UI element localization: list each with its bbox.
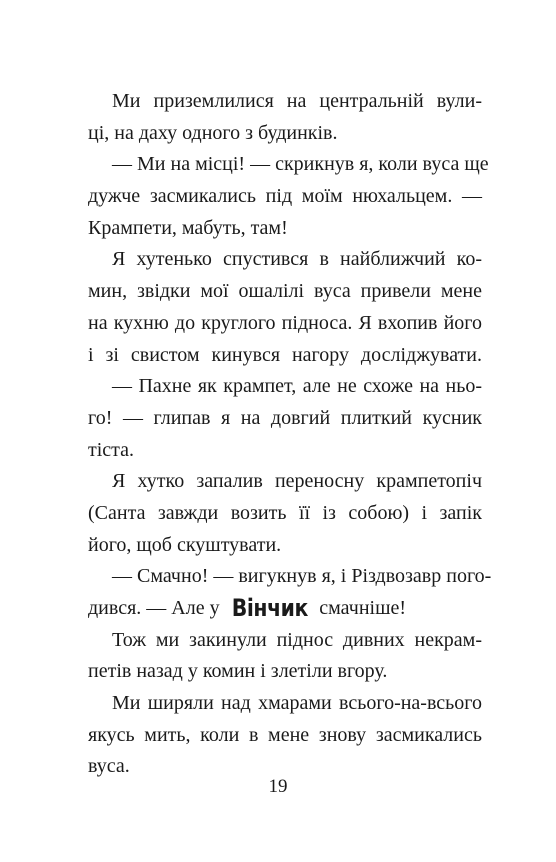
text-line: — Пахне як крампет, але не схоже на ньо-: [112, 375, 482, 398]
text-line: петів назад у комин і злетіли вгору.: [88, 660, 388, 683]
text-line: тіста.: [88, 438, 135, 461]
brand-word-vinchyk: Вінчик: [231, 594, 308, 622]
text-line: на кухню до круглого підноса. Я вхопив його: [88, 311, 482, 334]
text-line: мин, звідки мої ошалілі вуса привели мене: [88, 280, 482, 303]
text-fragment: дився. — Але у: [88, 597, 225, 619]
text-line: го! — глипав я на довгий плиткий кусник: [88, 406, 482, 429]
text-line: і зі свистом кинувся нагору досліджувати.: [88, 343, 482, 366]
text-fragment: смачніше!: [314, 597, 407, 619]
text-line: його, щоб скуштувати.: [88, 533, 282, 556]
text-line: Я хутенько спустився в найближчий ко-: [112, 248, 482, 271]
text-line: якусь мить, коли в мене знову засмикались: [88, 723, 482, 746]
text-line: — Смачно! — вигукнув я, і Різдвозавр пого-: [112, 565, 492, 588]
page-number: 19: [268, 776, 288, 797]
text-line: Ми ширяли над хмарами всього-на-всього: [112, 692, 482, 715]
text-line: Я хутко запалив переносну крампетопіч: [112, 470, 482, 493]
text-line-with-brand: [88, 593, 482, 625]
page-body: [88, 86, 492, 783]
text-line: — Ми на місці! — скрикнув я, коли вуса ще: [112, 153, 489, 176]
text-line: вуса.: [88, 755, 130, 778]
text-line: ці, на даху одного з будинків.: [88, 121, 338, 144]
text-line: Крампети, мабуть, там!: [88, 216, 288, 239]
text-line: дужче засмикались під моїм нюхальцем. —: [88, 185, 482, 208]
text-line: Тож ми закинули піднос дивних некрам-: [112, 628, 482, 651]
text-line: (Санта завжди возить її із собою) і запік: [88, 501, 482, 524]
text-line: Ми приземлилися на центральній вули-: [112, 90, 482, 112]
